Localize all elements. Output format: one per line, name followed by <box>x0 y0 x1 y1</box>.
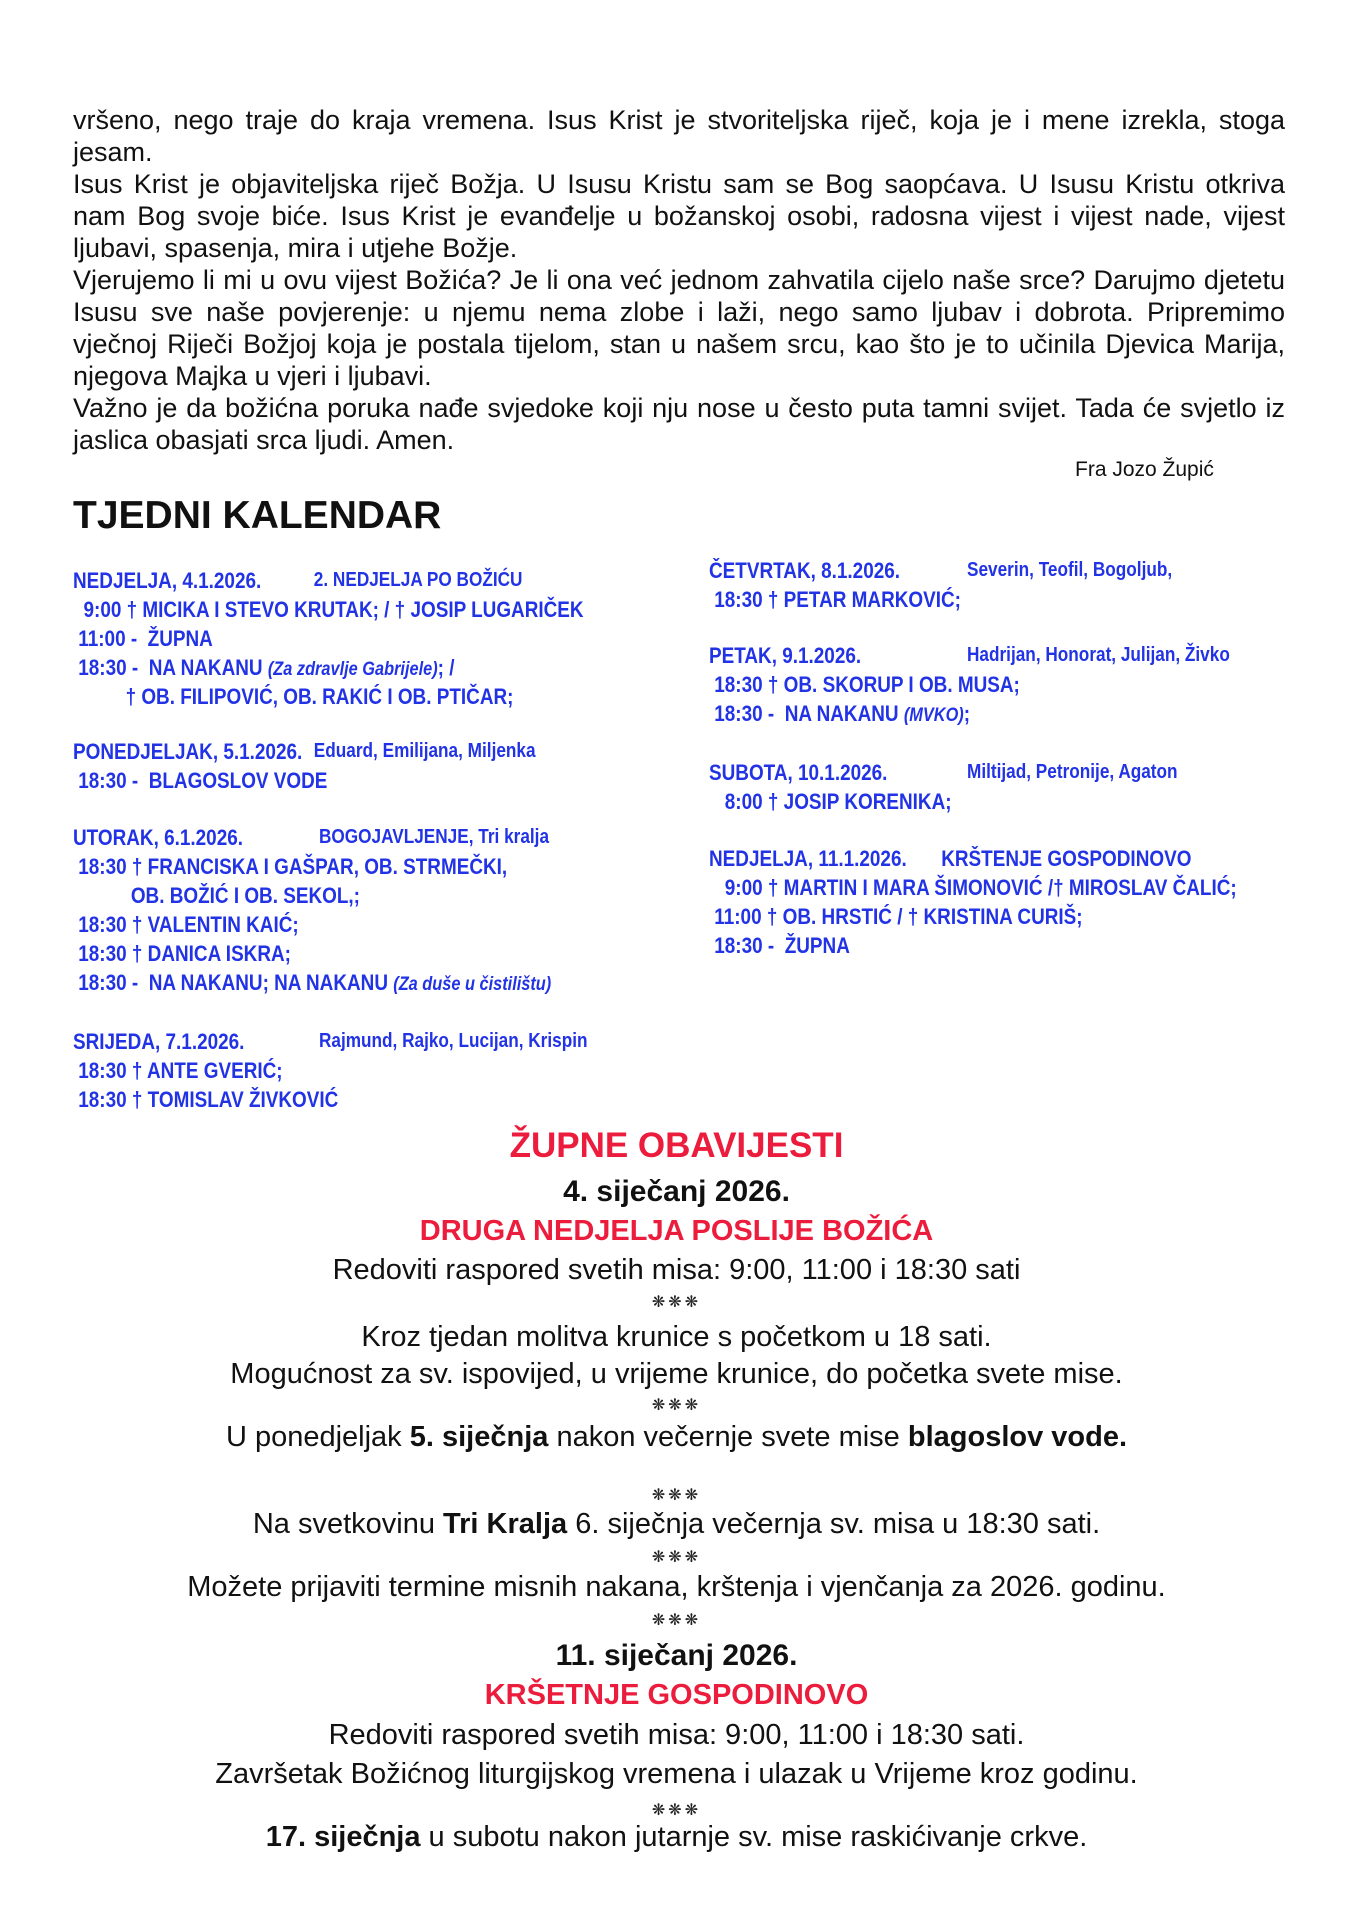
text-run: 6. siječnja večernja sv. misa u 18:30 sati. <box>567 1508 1101 1540</box>
announcement-text: Završetak Božićnog liturgijskog vremena i ulazak u Vrijeme kroz godinu. <box>215 1758 1138 1790</box>
announcement-date: 11. siječanj 2026. <box>555 1639 798 1672</box>
separator-icon: ❋❋❋ <box>651 1800 702 1819</box>
day-date: SUBOTA, 10.1.2026. <box>709 760 888 785</box>
sermon-text <box>73 104 1285 456</box>
mass-entry-note: (MVKO) <box>903 705 964 726</box>
text-run: Na svetkovinu <box>252 1508 444 1540</box>
day-date: NEDJELJA, 4.1.2026. <box>73 568 262 593</box>
mass-entry: 18:30 † ANTE GVERIĆ; <box>73 1058 283 1083</box>
calendar-day <box>709 758 1178 816</box>
mass-entry: 18:30 † VALENTIN KAIĆ; <box>73 912 299 937</box>
mass-entry-suffix: ; <box>963 701 971 726</box>
mass-entry: 9:00 † MARTIN I MARA ŠIMONOVIĆ /† MIROSLAV ČALIĆ; <box>709 875 1237 900</box>
sermon-paragraph: Važno je da božićna poruka nađe svjedoke koji nju nose u često puta tamni svijet. Tada će svjetlo iz jaslica obasjati srca ljudi. Amen. <box>73 393 1285 455</box>
mass-entry: 18:30 † TOMISLAV ŽIVKOVIĆ <box>73 1087 339 1112</box>
mass-entry-note: (Za zdravlje Gabrijele) <box>267 659 438 680</box>
mass-entry: 9:00 † MICIKA I STEVO KRUTAK; / † JOSIP LUGARIČEK <box>73 597 584 622</box>
announcement-text <box>0 1821 1353 1854</box>
text-run: nakon večernje svete mise <box>548 1421 908 1453</box>
mass-entry: † OB. FILIPOVIĆ, OB. RAKIĆ I OB. PTIČAR; <box>73 684 514 709</box>
sermon-paragraph: vršeno, nego traje do kraja vremena. Isus Krist je stvoriteljska riječ, koja je i mene izrekla, stoga jesam. <box>73 105 1285 167</box>
day-feast: 2. NEDJELJA PO BOŽIĆU <box>313 569 523 591</box>
day-date: UTORAK, 6.1.2026. <box>73 825 244 850</box>
mass-entry: 18:30 † PETAR MARKOVIĆ; <box>709 587 961 612</box>
mass-entry <box>709 699 1020 728</box>
calendar-title: TJEDNI KALENDAR <box>73 494 442 537</box>
mass-entry: 18:30 † DANICA ISKRA; <box>73 941 291 966</box>
announcement-text: Redoviti raspored svetih misa: 9:00, 11:00 i 18:30 sati <box>332 1254 1021 1286</box>
mass-entry: 18:30 - ŽUPNA <box>709 933 850 958</box>
mass-entry: 18:30 † FRANCISKA I GAŠPAR, OB. STRMEČKI, <box>73 854 508 879</box>
day-feast: KRŠTENJE GOSPODINOVO <box>941 846 1192 871</box>
text-run-bold: Tri Kralja <box>443 1508 568 1540</box>
day-date: PETAK, 9.1.2026. <box>709 643 862 668</box>
separator-icon: ❋❋❋ <box>651 1395 702 1414</box>
day-feast: Eduard, Emilijana, Miljenka <box>313 740 536 762</box>
announcement-feast: DRUGA NEDJELJA POSLIJE BOŽIĆA <box>419 1215 934 1247</box>
calendar-day <box>73 1027 588 1114</box>
mass-entry: 18:30 - BLAGOSLOV VODE <box>73 768 328 793</box>
day-feast: Severin, Teofil, Bogoljub, <box>967 559 1173 581</box>
mass-entry-text: 18:30 - NA NAKANU; NA NAKANU <box>73 970 394 995</box>
sermon-paragraph: Vjerujemo li mi u ovu vijest Božića? Je li ona već jednom zahvatila cijelo naše srce? Darujmo djetetu Isusu sve naše povjerenje: u njemu nema zlobe i laži, nego samo ljubav i dobrota. Pripremimo vječnoj Riječi Božjoj koja je postala tijelom, stan u našem srcu, kao što je to učinila Djevica Marija, njegova Majka u vjeri i ljubavi. <box>73 265 1285 391</box>
announcement-text <box>0 1508 1353 1541</box>
day-feast: Miltijad, Petronije, Agaton <box>967 761 1178 783</box>
mass-entry: 8:00 † JOSIP KORENIKA; <box>709 789 952 814</box>
mass-entry <box>73 968 551 997</box>
announcement-text: Kroz tjedan molitva krunice s početkom u 18 sati. <box>361 1321 992 1353</box>
text-run-bold: blagoslov vode. <box>907 1421 1128 1453</box>
day-date: PONEDJELJAK, 5.1.2026. <box>73 739 303 764</box>
mass-entry-text: 18:30 - NA NAKANU <box>73 655 268 680</box>
calendar-day <box>709 844 1237 960</box>
announcement-text: Redoviti raspored svetih misa: 9:00, 11:00 i 18:30 sati. <box>328 1719 1025 1751</box>
day-date: NEDJELJA, 11.1.2026. <box>709 846 907 871</box>
announcement-feast: KRŠETNJE GOSPODINOVO <box>484 1679 869 1711</box>
announcement-text <box>0 1421 1353 1454</box>
separator-icon: ❋❋❋ <box>651 1292 702 1311</box>
text-run: u subotu nakon jutarnje sv. mise raskićivanje crkve. <box>420 1821 1088 1853</box>
text-run: U ponedjeljak <box>225 1421 410 1453</box>
mass-entry: 18:30 † OB. SKORUP I OB. MUSA; <box>709 672 1020 697</box>
separator-icon: ❋❋❋ <box>651 1485 702 1504</box>
author-signature: Fra Jozo Župić <box>1075 458 1214 481</box>
day-feast: Hadrijan, Honorat, Julijan, Živko <box>967 644 1230 666</box>
sermon-paragraph: Isus Krist je objaviteljska riječ Božja. U Isusu Kristu sam se Bog saopćava. U Isusu Kristu otkriva nam Bog svoje biće. Isus Krist je evanđelje u božanskoj osobi, radosna vijest i vijest nade, vijest ljubavi, spasenja, mira i utjehe Božje. <box>73 169 1285 263</box>
mass-entry-suffix: ; / <box>437 655 455 680</box>
calendar-day <box>73 823 551 997</box>
calendar-day <box>709 556 1173 614</box>
mass-entry <box>73 653 584 682</box>
day-feast: BOGOJAVLJENJE, Tri kralja <box>318 826 550 848</box>
calendar-day <box>709 641 1230 728</box>
mass-entry: 11:00 † OB. HRSTIĆ / † KRISTINA CURIŠ; <box>709 904 1083 929</box>
day-feast: Rajmund, Rajko, Lucijan, Krispin <box>318 1030 588 1052</box>
calendar-day <box>73 737 536 795</box>
separator-icon: ❋❋❋ <box>651 1547 702 1566</box>
announcements-title: ŽUPNE OBAVIJESTI <box>509 1126 844 1165</box>
announcement-text: Možete prijaviti termine misnih nakana, krštenja i vjenčanja za 2026. godinu. <box>187 1571 1166 1603</box>
mass-entry: OB. BOŽIĆ I OB. SEKOL,; <box>73 883 360 908</box>
day-date: ČETVRTAK, 8.1.2026. <box>709 558 901 583</box>
mass-entry-note: (Za duše u čistilištu) <box>393 974 552 995</box>
calendar-day <box>73 566 584 711</box>
announcement-text: Mogućnost za sv. ispovijed, u vrijeme krunice, do početka svete mise. <box>230 1358 1123 1390</box>
announcement-date: 4. siječanj 2026. <box>563 1175 790 1208</box>
separator-icon: ❋❋❋ <box>651 1610 702 1629</box>
mass-entry: 11:00 - ŽUPNA <box>73 626 213 651</box>
text-run-bold: 5. siječnja <box>409 1421 549 1453</box>
text-run-bold: 17. siječnja <box>265 1821 421 1853</box>
mass-entry-text: 18:30 - NA NAKANU <box>709 701 904 726</box>
day-date: SRIJEDA, 7.1.2026. <box>73 1029 245 1054</box>
